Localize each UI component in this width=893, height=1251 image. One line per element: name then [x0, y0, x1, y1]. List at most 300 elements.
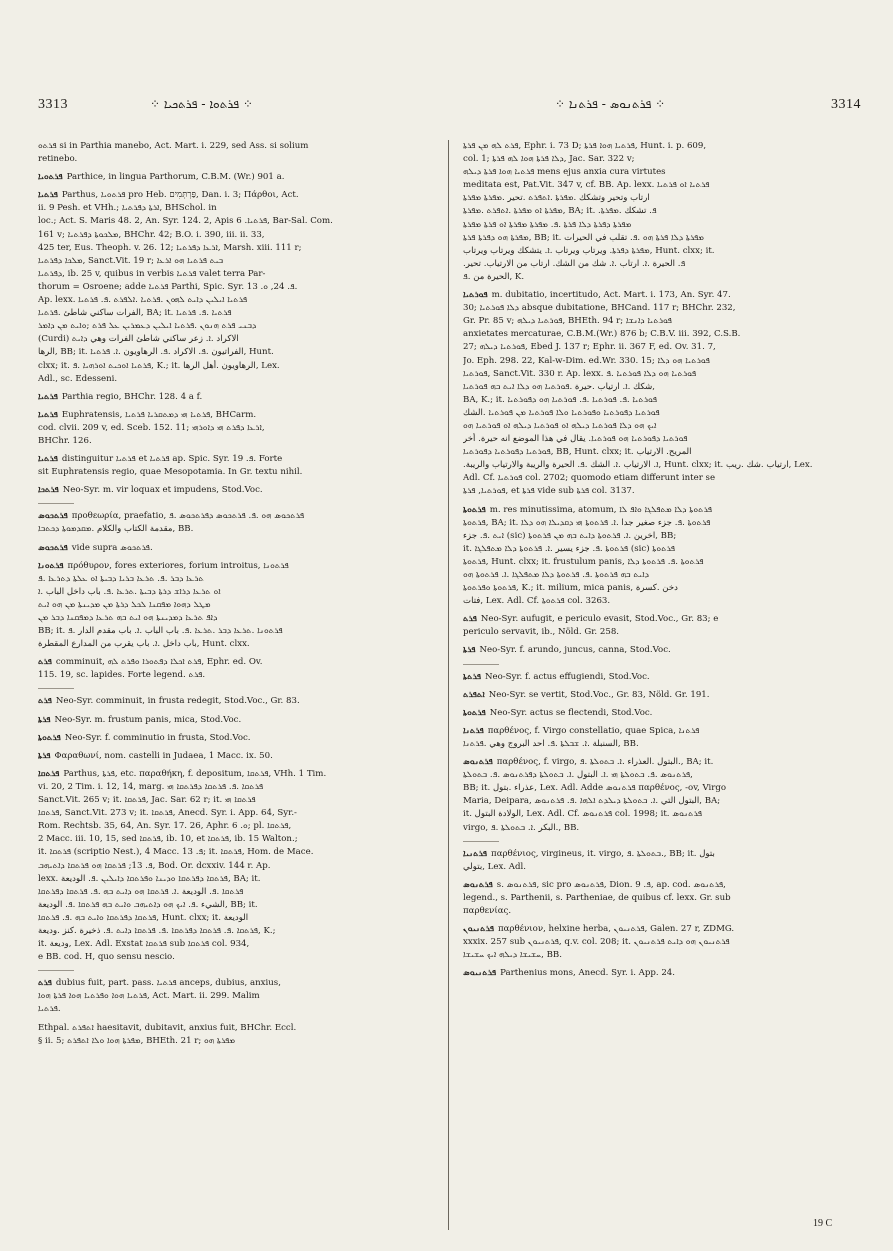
section-separator	[38, 970, 74, 971]
headword: ܦܪܬܩܐ	[38, 768, 60, 779]
entry-text: 2 Macc. iii. 10, 15, sed ܦܪܬܩܐ, ib. 10, et ܦܪܬܩܐ, ib. 15 Walton.;	[38, 834, 298, 845]
entry-line	[463, 892, 855, 905]
dictionary-entry	[38, 1022, 430, 1048]
entry-line	[463, 530, 855, 543]
entry-text: it. الولادة البتول, Lex. Adl. Cf. ܦܪܬܢܘܣ col. 1998; it. ܦܪܬܢܘܣ	[463, 809, 703, 820]
entry-text: ܬܪܥܐ ܕܒܪ .ܦ. ܬܪܥܐ ܒܪܝܐ ܕܒܝܬܐ ܐܘ ܥܠܬܐ ܕܬܪܥܐ .ܦ	[38, 573, 204, 584]
headword: ܦܪܬܢܝܘܣ	[463, 968, 497, 979]
entry-text: ارتاب وتحير وتشكك .ܡܦܪܬܐ .ܐܬܦܪܬ .تحير .ܡܦܪܬܐ ܡܦܪܬܐ	[463, 193, 650, 204]
entry-line	[463, 725, 855, 738]
entry-line	[463, 756, 855, 769]
entry-line	[463, 613, 855, 626]
entry-line	[463, 795, 855, 808]
entry-text: ܚܫܝܫܐ ܕܝܠܗ ܐܝܟ ܚܫܝܫܐ, BB.	[463, 950, 562, 961]
entry-line	[463, 315, 855, 328]
entry-line	[463, 232, 855, 245]
entry-text: προθεωρία, praefatio, ܦܪܬܟܘܣ ܗܘ .ܦ. ܦܪܬܟܘܣ ܕܦܪܬܟܘܣ .ܦ	[71, 511, 305, 522]
entry-line	[463, 355, 855, 368]
entry-text: ܦܪܬܩܐ .ܦ. ܦܪܬܩܐ ܕܦܪܬܩܐ .ܦ. ܦܪܬܩܐ ܕܐܝܬ .ܦ. ذخيرة .كنز .وديعة, K.;	[38, 925, 276, 936]
entry-line	[38, 886, 430, 899]
section-separator	[463, 841, 499, 842]
entry-text: παρθένιος, virgineus, it. virgo, ܒܬܘܠܬܐ .ܦ., BB; it. بتول	[491, 848, 715, 859]
entry-line	[463, 140, 855, 153]
entry-text: ܦܘܪܬܝܐ ܕܦܘܪܬܝܐ ܘܦܘܪܬܝܐ ܘܠܐ ܦܘܪܬܝܐ ܡܢ ܦܘܪܬܝܐ .الشك	[463, 407, 660, 418]
entry-line	[463, 407, 855, 420]
headword: ܦܪܬ	[38, 657, 52, 668]
entry-line	[463, 543, 855, 556]
entry-line	[463, 738, 855, 751]
headword: ܦܪܬ	[38, 978, 52, 989]
entry-line	[38, 750, 430, 763]
entry-text: ܦܘܪܬܝܐ ܕܦܘܪܬܝܐ ܕܦܘܪܬܝܐ, BB, Hunt. clxx; it. المريح. الارتياب	[463, 447, 692, 458]
entry-text: Parthus, ܦܪܬܘܝܐ pro Heb. פַּרְתְּמִים, Dan. i. 3; Πάρθοι, Act.	[61, 190, 299, 201]
entry-line	[463, 808, 855, 821]
entry-text: meditata est, Pat.Vit. 347 v, cf. BB. Ap. lexx. ܦܪܬܝܐ ܐܘ ܦܪܬܝܐ	[463, 180, 710, 191]
dictionary-entry	[463, 140, 855, 284]
entry-text: παρθένος, f. Virgo constellatio, quae Spica, ܦܪܬܢܐ	[487, 725, 700, 736]
entry-text: vide supra ܦܪܬܟܘܣ.	[71, 542, 153, 553]
entry-line	[38, 229, 430, 242]
page-number-right: 3314	[831, 97, 861, 112]
headword: ܦܘܪܬܝܐ	[463, 290, 488, 301]
entry-text: Neo-Syr. m. frustum panis, mica, Stod.Voc.	[54, 714, 242, 725]
entry-line	[38, 860, 430, 873]
entry-text: السنبلة .ܐ. ܫܒܠܬܐ .ܦ. احد البروج وهي .ܦܪܬܢܐ, BB.	[463, 738, 639, 749]
dictionary-entry	[38, 750, 430, 763]
entry-text: Adl. Cf. ܦܘܪܬܝܐ col. 2702; quomodo etiam differunt inter se	[463, 473, 716, 484]
entry-text: باب داخل .ܐ. باب يقرب من المدارع المقطرة, Hunt. clxx.	[38, 639, 250, 650]
dictionary-entry	[38, 484, 430, 497]
entry-text: Neo-Syr. f. arundo, juncus, canna, Stod.Voc.	[479, 645, 671, 656]
entry-text: e BB. cod. H, quo sensu nescio.	[38, 952, 175, 963]
entry-text: Gr. Pr. 85 v; ܦܘܪܬܝܐ ܕܝܠܗ, BHEth. 94 r; ܦܘܪܬܝܐ ܕܐܢܫܐ	[463, 316, 672, 327]
entry-line	[463, 936, 855, 949]
entry-line	[463, 245, 855, 258]
entry-text: Parthia regio, BHChr. 128. 4 a f.	[61, 391, 203, 402]
entry-text: فتات, Lex. Adl. Cf. ܦܪܬܘܬܐ col. 3263.	[463, 596, 611, 607]
entry-text: παρθένιον, helxine herba, ܦܪܬܢܝܘܢ, Galen. 27 r, ZDMG.	[497, 924, 735, 935]
headword: ܦܪܬܢܝܘܢ	[463, 924, 494, 935]
entry-line	[38, 638, 430, 651]
entry-line	[463, 626, 855, 639]
dictionary-entry	[38, 140, 430, 166]
entry-text: Rom. Rechtsb. 35, 64, An. Syr. 17. 26, Aphr. ܘ. 6; pl. ܦܪܬܩܐ,	[38, 821, 292, 832]
entry-line	[463, 848, 855, 861]
dictionary-entry	[38, 560, 430, 652]
entry-text: cod. clvii. 209 v, ed. Sceb. 152. 11; ܐܪܥܐ ܕܦܪܬ ܗܝ ܕܐܘܪܗܝ,	[38, 422, 265, 433]
entry-line	[38, 294, 430, 307]
entry-text: ܦܪܬܢܘܣ .ܦ. ܒܬܘܠܬܐ ܗܝ .ܐ. البتول .ܐ. ܒܬܘܠܬܐ ܕܦܪܬܢܘܣ .ܦ. ܒܬܘܠܬܐ,	[463, 770, 693, 781]
entry-line	[38, 781, 430, 794]
headword: ܦܪܬܐ	[463, 645, 476, 656]
entry-text: ܕܐܝܬ ܒܗ ܦܪܬܘܬܐ .ܦ. ܦܪܬܘܬܐ ܕܠܐ ܡܬܦܠܓܐ .ܐ. ܦܪܬܘܬܐ ܗܘ	[463, 570, 649, 580]
entry-text: clxx; it. ܦܪܬܝܐ ܐܘܟܝܬ ܐܘܪܗܝܐ .ܦ, K.; it. الرهاويون .أهل الرها, Lex.	[38, 360, 280, 371]
entry-line	[38, 422, 430, 435]
entry-line	[463, 179, 855, 192]
entry-text: .ܦ. الحيرة .ܐ. ارتاب .ܐ. شك من الشك. ارتاب من الارتياب. تحير	[463, 258, 686, 269]
headword: ܦܪܬܢܐ	[463, 725, 484, 736]
entry-line	[38, 215, 430, 228]
right-column	[463, 140, 855, 1230]
entry-line	[38, 820, 430, 833]
entry-text: sit Euphratensis regio, quae Mesopotamia. In Gr. textu nihil.	[38, 467, 303, 478]
entry-line	[38, 714, 430, 727]
entry-text: virgo, البكر .ܐ. ܒܬܘܠܬܐ .ܦ., BB.	[463, 822, 580, 833]
headword: ܦܪܬ	[38, 696, 52, 707]
entry-text: Neo-Syr. m. vir loquax et impudens, Stod.Voc.	[62, 485, 263, 496]
entry-line	[463, 769, 855, 782]
entry-line	[38, 794, 430, 807]
entry-text: retinebo.	[38, 154, 78, 165]
entry-text: ܦܪܬܘ si in Parthia manebo, Act. Mart. i. 229, sed Ass. si solium	[38, 141, 309, 151]
headword: ܦܪܬܐ	[38, 750, 51, 761]
entry-line	[463, 433, 855, 446]
dictionary-entry	[38, 714, 430, 727]
entry-line	[463, 595, 855, 608]
entry-line	[463, 472, 855, 485]
entry-text: ܦܪܬܘܬܐ, Hunt. clxx; it. frustulum panis, ܦܪܬܘܬܐ .ܦ. ܦܪܬܘܬܐ ܕܠܐ	[463, 556, 704, 567]
entry-line	[38, 938, 430, 951]
entry-text: Adl., sc. Edesseni.	[38, 373, 118, 384]
entry-text: ܡܛܠ ܕܗܘܐ ܡܦܩܢܐ ܠܟܠ ܕܪܬܐ ܡܢ ܡܕܝܢܬܐ ܡܢ ܗܘ ܐܝܬ	[38, 599, 211, 610]
entry-text: ܦܪܬܘܬܐ ܘܦܪܬܘܬܐ, K.; it. milium, mica panis, دخن .كسرة	[463, 583, 678, 594]
entry-line	[38, 1035, 430, 1048]
entry-line	[463, 302, 855, 315]
dictionary-entry	[38, 695, 430, 708]
headword: ܦܪܬܝܐ	[38, 190, 58, 201]
entry-line	[463, 861, 855, 874]
entry-line	[463, 671, 855, 684]
entry-line	[38, 360, 430, 373]
dictionary-entry	[38, 391, 430, 404]
entry-line	[38, 586, 430, 599]
entry-line	[38, 977, 430, 990]
entry-text: ܦܪܬܩܐ ܕܦܪܬܩܐ ܘܐܝܬ ܒܗ .ܦ. ܦܪܬܩܐ, Hunt. clxx; it. الوديعة	[38, 912, 249, 923]
dictionary-entry	[463, 879, 855, 918]
entry-text: s. ܦܪܬܢܘܣ, sic pro ܦܪܬܢܘܣ, Dion. ܦ. 9, ap. cod. ܦܪܬܢܘܣ,	[496, 879, 726, 890]
entry-line	[38, 346, 430, 359]
entry-line	[463, 517, 855, 530]
entry-text: m. dubitatio, incertitudo, Act. Mart. i. 173, An. Syr. 47.	[491, 290, 731, 301]
entry-line	[38, 281, 430, 294]
headword: ܦܪܬܢܘܣ	[463, 879, 493, 890]
entry-text: ܡܦܪܬܐ ܗܘ ܕܦܪܬܐ ܦܪܬܐ, BB; it. ܡܦܪܬܐ ܕܠܐ ܦܪܬܐ ܗܘ .ܦ. تقلب في الحيرات	[463, 232, 704, 243]
headword: ܦܪܬܟܘܣ	[38, 511, 68, 522]
entry-line	[38, 391, 430, 404]
dictionary-entry	[463, 504, 855, 609]
running-head-right: ⁘ ܦܪܬܢܘܣ - ܦܪܬܢܐ ⁘	[555, 97, 666, 111]
entry-text: comminuit, ܦܪܬ ܐܟܠܐ ܕܦܬܘܪܐ ܘܦܪܬ ܠܗ, Ephr. ed. Ov.	[55, 657, 263, 668]
entry-text: ܦܪܬܘܬܐ, BA; it. ܦܪܬܘܬܐ .ܦ. جزء صغير جدا .ܐ. ܦܪܬܘܬܐ ܗܝ ܕܩܕܝܠܐ ܗܘ ܕܠܐ	[463, 517, 711, 528]
entry-text: الفرات ساكني شاطئ .ܦܪܬܝܐ, BA; it. ܦܪܬܝܐ .ܦ. ܦܪܬܝܐ	[38, 308, 232, 319]
headword: ܦܪܬܐ	[38, 714, 51, 725]
entry-line	[463, 879, 855, 892]
entry-line	[463, 328, 855, 341]
entry-text: anxietates mercaturae, C.B.M.(Wr.) 876 b; C.B.V. iii. 392, C.S.B.	[463, 329, 741, 340]
entry-text: Sanct.Vit. 265 v; it. ܦܪܬܩܐ, Jac. Sar. 62 r; it. ܦܪܬܩܐ ܗܝ	[38, 795, 256, 806]
headword: ܦܪܬܘܢܐ	[38, 560, 64, 571]
entry-text: BHChr. 126.	[38, 435, 92, 446]
entry-text: παρθενίας.	[463, 905, 512, 916]
entry-text: BA, K.; it. ܦܘܪܬܝܐ .ܦ. ܦܘܪܬܝܐ .ܦ. ܦܘܪܬܝܐ ܗܘ ܕܦܘܪܬܝܐ	[463, 394, 657, 405]
entry-text: vi. 20, 2 Tim. i. 12, 14, marg. ܦܪܬܩܐ .ܦ. ܦܪܬܩܐ ܕܦܪܬܩܐ ܗܝ	[38, 781, 264, 792]
entry-line	[38, 656, 430, 669]
headword: ܦܪܬܬܐ	[463, 671, 481, 682]
entry-text: Euphratensis, ܦܪܬܝܐ ܗܝ ܕܡܬܩܪܝܐ ܦܪܬܝܐ, BHCarm.	[61, 409, 257, 420]
dictionary-entry	[463, 289, 855, 499]
headword: ܐܬܦܪܬ	[463, 689, 485, 700]
entry-line	[38, 833, 430, 846]
entry-text: παρθένος, f. virgo, البتول .العذراء .ܐ. ܒܬܘܠܬܐ .ܦ., BA; it.	[496, 757, 714, 768]
headword: ܦܪܬܝܐ	[38, 391, 58, 402]
signature-mark: 19 C	[813, 1218, 833, 1229]
entry-line	[38, 307, 430, 320]
entry-text: dubius fuit, part. pass. ܦܪܬܝܐ anceps, dubius, anxius,	[55, 978, 281, 989]
entry-text: 30; ܕܠܐ ܦܘܪܬܝܐ absque dubitatione, BHCand. 117 r; BHChr. 232,	[463, 303, 736, 314]
entry-line	[38, 612, 430, 625]
dictionary-entry	[38, 732, 430, 745]
entry-line	[463, 569, 855, 582]
headword: ܦܪܬܘܬܐ	[463, 707, 486, 718]
entry-line	[38, 202, 430, 215]
entry-text: Neo-Syr. actus se flectendi, Stod.Voc.	[489, 707, 653, 718]
entry-text: Parthus, ܦܪܬܐ, etc. παραθήκη, f. depositum, ܦܪܬܩܐ, VHh. 1 Tim.	[63, 768, 327, 779]
section-separator	[463, 664, 499, 665]
headword: ܦܪܬܢܝܐ	[463, 848, 488, 859]
dictionary-entry	[38, 542, 430, 555]
headword: ܦܪܬܟܘܣ	[38, 542, 68, 553]
entry-text: m. res minutissima, atomum, ܦܪܬܘܬܐ ܕܠܐ ܡܬܦܠܓܐ ܘܐܦ ܠܐ	[489, 504, 713, 515]
entry-line	[38, 912, 430, 925]
entry-text: ܡܦܪܬܐ ܐܘ ܡܦܪܬܐ .ܐܬܦܪܬ .ܡܦܪܬܐ, BA; it. .ܦ. تشكك .ܡܦܪܬܐ	[463, 206, 657, 217]
left-column	[38, 140, 430, 1230]
entry-line	[38, 453, 430, 466]
dictionary-entry	[38, 656, 430, 682]
entry-line	[463, 271, 855, 284]
entry-line	[463, 205, 855, 218]
entry-text: it. وديعة, Lex. Adl. Exstat ܦܪܬܩܐ sub ܦܪܬܩܐ col. 934,	[38, 939, 250, 950]
entry-text: ܡܦܪܬܐ ܕܦܪܬܐ. ويرتاب ويرتاب .ܐ. يتشكك ويرتاب ويرتاب, Hunt. clxx; it.	[463, 245, 715, 256]
entry-text: الشيء .ܦ. ܐܝܟ ܗܘ ܕܐܬܝܗܒ ܘܐܝܬ ܒܗ ܦܪܬܩܐ .ܦ. الوديعة, BB; it.	[38, 899, 258, 910]
entry-line	[463, 289, 855, 302]
dictionary-entry	[463, 689, 855, 702]
entry-line	[463, 582, 855, 595]
entry-line	[463, 905, 855, 918]
entry-line	[38, 599, 430, 612]
headword: ܦܪܬܘܝܐ	[38, 172, 63, 183]
headword: ܦܪܬܘܬܐ	[463, 504, 486, 515]
entry-line	[38, 189, 430, 202]
entry-text: § ii. 5; ܡܦܪܬܐ ܗܘܐ ܘܠܐ ܐܬܦܪܬ, BHEth. 21 r; ܡܦܪܬܐ ܗܘ	[38, 1035, 236, 1046]
entry-text: ܐܘ ܬܪܥܐ ܕܪܐܫ ܕܪܬܐ ܕܒܝܬܐ .ܬܪܥܐ .ܦ. باب داخل الباب .ܐ	[38, 586, 221, 597]
entry-text: πρόθυρον, fores exteriores, forium introitus, ܦܪܬܘܢܐ	[67, 560, 289, 571]
entry-text: شكك .ܐ. ارتياب .حيرة .ܦܘܪܬܝܐ ܗܘ ܕܠܐ ܐܝܬ ܒܗ ܦܘܪܬܝܐ,	[463, 381, 656, 392]
entry-line	[38, 846, 430, 859]
section-separator	[38, 688, 74, 689]
dictionary-entry	[463, 644, 855, 657]
headword: ܦܪܬܝܐ	[38, 409, 58, 420]
entry-line	[463, 556, 855, 569]
entry-line	[38, 899, 430, 912]
entry-line	[38, 435, 430, 448]
entry-text: 425 ter, Eus. Theoph. v. 26. 12; ܐܪܥܐ ܕܦܪܬܝܐ, Marsh. xiii. 111 r;	[38, 242, 302, 253]
entry-line	[463, 368, 855, 381]
entry-line	[463, 485, 855, 498]
entry-text: legend., s. Parthenii, s. Partheniae, de quibus cf. lexx. Gr. sub	[463, 892, 731, 903]
dictionary-entry	[463, 923, 855, 962]
entry-text: ܐܝܬ .ܦ. جزء (sic) اخرين .ܐ. ܦܪܬܘܬܐ ܕܐܝܬ ܒܗ ܡܢ ܦܪܬܘܬܐ, BB;	[463, 530, 677, 541]
entry-line	[463, 459, 855, 472]
entry-line	[38, 768, 430, 781]
entry-line	[463, 341, 855, 354]
entry-line	[38, 510, 430, 523]
dictionary-entry	[463, 707, 855, 720]
entry-text: xxxix. 257 sub ܦܪܬܢܝܘܢ, q.v. col. 208; it. ܦܪܬܢܝܘܢ ܗܘ ܕܐܝܬ ܦܪܬܢܝܘܢ	[463, 937, 730, 948]
entry-line	[463, 822, 855, 835]
entry-line	[38, 873, 430, 886]
entry-text: 27; ܦܘܪܬܝܐ ܕܝܠܗ, Ebed J. 137 r; Ephr. ii. 367 F, ed. Ov. 31. 7,	[463, 342, 716, 353]
entry-line	[463, 707, 855, 720]
entry-text: ܦܪܬܩܐ .ܦ. الوديعة .ܐ. ܦܪܬܩܐ ܗܘ ܕܐܝܬ ܒܗ .ܦ. ܦܪܬܩܐ ܕܦܪܬܩܐ	[38, 886, 244, 897]
entry-line	[38, 1022, 430, 1035]
entry-text: distinguitur ܦܪܬܝܐ et ܦܪܬܝܐ ap. Spic. Syr. ܦ. 19. Forte	[61, 454, 283, 465]
column-divider	[448, 140, 449, 1230]
entry-text: thorum = Osroene; adde ܦܪܬܝܐ Parthi, Spic. Syr. ܦ. 24, ܘ. 13.	[38, 281, 298, 292]
entry-text: .ܐ. الارتياب .ܐ. الشك .ܦ. الحيرة والريبة والارتياب والريبة, Hunt. clxx; it. ارتياب .شك .ريب, Lex.	[463, 460, 813, 471]
entry-line	[463, 504, 855, 517]
entry-line	[463, 192, 855, 205]
entry-line	[38, 255, 430, 268]
entry-line	[38, 242, 430, 255]
entry-line	[38, 466, 430, 479]
entry-text: periculo servavit, ib., Nöld. Gr. 258.	[463, 627, 620, 638]
entry-line	[38, 807, 430, 820]
entry-text: BB; it. ܦܪܬܘܢܐ .ܬܪܥܐ ܕܒܪ .ܬܪܥܐ .ܦ. باب الباب .ܐ. باب مقدم الدار .ܦ	[38, 626, 283, 637]
entry-text: it. ܦܪܬܩܐ (scriptio Nest.), 4 Macc. ܦ. 13; it. ܦܪܬܩܐ, Hom. de Mace.	[38, 847, 314, 858]
entry-text: Φαραθωνί, nom. castelli in Judaea, 1 Macc. ix. 50.	[54, 750, 273, 761]
entry-text: Neo-Syr. comminuit, in frusta redegit, Stod.Voc., Gr. 83.	[55, 696, 300, 707]
dictionary-entry	[463, 756, 855, 835]
entry-text: الحيرة من .ܦ, K.	[463, 271, 525, 282]
entry-line	[463, 782, 855, 795]
entry-text: ii. 9 Pesh. et VHh.; ܐܪܬܐ ܕܦܪܬܝܐ, BHSchol. in	[38, 203, 217, 214]
headword: ܦܪܬܝܐ	[38, 454, 58, 465]
entry-line	[38, 951, 430, 964]
entry-text: ܦ. 13; ܦܪܬܩܐ ܗܘ ܦܪܬܩܐ ܕܐܬܝܗܒ, Bod. Or. dcxxiv. 144 r. Ap.	[38, 860, 271, 871]
entry-line	[38, 153, 430, 166]
entry-text: Neo-Syr. f. actus effugiendi, Stod.Voc.	[484, 671, 650, 682]
entry-line	[38, 523, 430, 536]
dictionary-entry	[463, 967, 855, 980]
entry-line	[38, 925, 430, 938]
headword: ܦܪܬܢܘܣ	[463, 757, 493, 768]
entry-text: ܕܦܪܬܝܐ, ib. 25 v, quibus in verbis ܦܪܬܝܐ valet terra Par-	[38, 268, 266, 279]
entry-line	[38, 333, 430, 346]
entry-text: ܦܪܬܝܐ.	[38, 1004, 61, 1015]
entry-line	[463, 923, 855, 936]
headword: ܦܪܬܘܬܐ	[38, 732, 61, 743]
entry-line	[463, 644, 855, 657]
entry-text: (Curdi) الاكراد .ܐ. زعر ساكني شاطئ الفرات وهي ܕܐܝܬ	[38, 334, 239, 345]
entry-text: 161 v; ܡܠܟܘܬܐ ܕܦܪܬܝܐ, BHChr. 42; B.O. i. 390, iii. ii. 33,	[38, 229, 265, 240]
entry-text: it. ܦܪܬܘܬܐ .ܦ. جزء يسير .ܐ. ܦܪܬܘܬܐ ܕܠܐ ܡܬܦܠܓܐ (sic) ܦܪܬܘܬܐ	[463, 543, 676, 554]
dictionary-entry	[38, 409, 430, 448]
entry-text: ܦܘܪܬܝܐ, ܦܪܬܐ, et ܦܪܬܐ vide sub ܦܪܬܐ col. 3137.	[463, 486, 635, 497]
entry-text: ܦܘܪܬܝܐ ܕܦܘܪܬܝܐ ܗܘ ܦܘܪܬܝܐ. يقال في هذا الموضع انه حيرة. أخر	[463, 434, 688, 445]
entry-line	[38, 732, 430, 745]
entry-line	[463, 949, 855, 962]
dictionary-entry	[38, 171, 430, 184]
entry-text: col. 1; ܕܠܐ ܦܪܬܐ ܗܘܐ ܠܗ ܦܪܬܐ, Jac. Sar. 322 v;	[463, 154, 635, 165]
dictionary-entry	[38, 768, 430, 964]
dictionary-entry	[38, 510, 430, 536]
headword: ܦܪܬܟܐ	[38, 485, 59, 496]
entry-line	[38, 669, 430, 682]
page-number-left: 3313	[38, 97, 68, 112]
dictionary-entry	[463, 848, 855, 874]
entry-line	[38, 560, 430, 573]
entry-line	[38, 373, 430, 386]
entry-text: ܦܪܬ ܠܗ ܡܢ ܦܪܬܐ, Ephr. i. 73 D; ܦܪܬܝܐ ܗܘܐ ܦܪܬܐ, Hunt. i. p. 609,	[463, 141, 707, 151]
entry-text: loc.; Act. S. Maris 48. 2, An. Syr. 124. 2, Apis ܦܪܬܝܐ. 6, Bar-Sal. Com.	[38, 216, 333, 227]
entry-text: ܡܦܪܬܐ ܕܦܪܬܐ ܕܠܐ ܦܪܬܐ .ܦ. ܡܦܪܬܐ ܡܦܪܬܐ ܐܘ ܦܪܬܐ ܡܦܪܬܐ	[463, 219, 632, 230]
entry-text: ܦܪܬܩܐ, Sanct.Vit. 273 v; it. ܦܪܬܩܐ, Anecd. Syr. i. App. 64, Syr.-	[38, 808, 297, 819]
entry-text: Neo-Syr. se vertit, Stod.Voc., Gr. 83, Nöld. Gr. 191.	[488, 689, 710, 700]
entry-line	[38, 990, 430, 1003]
entry-text: ܕܐܦ ܬܪܥܐ ܕܡܕܝܢܬܐ ܗܘ ܐܝܬ ܒܗ ܬܪܥܐ ܕܡܦܩܢܐ ܕܒܪ ܡܢ	[38, 613, 218, 623]
entry-text: بتولي, Lex. Adl.	[463, 861, 526, 872]
entry-line	[38, 573, 430, 586]
entry-line	[463, 258, 855, 271]
entry-text: Jo. Eph. 298. 22, Kal-w-Dim. ed.Wr. 330. 15; ܦܘܪܬܝܐ ܗܘ ܕܠܐ	[463, 355, 710, 366]
section-separator	[38, 503, 74, 504]
entry-text: ܦܘܪܬܝܐ, Sanct.Vit. 330 r. Ap. lexx. ܦܘܪܬܝܐ ܗܘ ܕܠܐ ܦܘܪܬܝܐ .ܦ	[463, 368, 697, 379]
entry-text: ܕܒܢܝ ܦܪܬ ܗܢܘܢ .ܦܪܬܝܐ ܐܝܠܝܢ ܕܥܡܪܝܢ ܥܠ ܦܪܬ ;ܘܐܝܬ ܡܢ ܕܐܡܪ	[38, 321, 257, 332]
entry-text: Neo-Syr. f. comminutio in frusta, Stod.Voc.	[64, 732, 251, 743]
entry-text: 115. 19, sc. lapides. Forte legend. ܦܪܬ.	[38, 670, 206, 681]
entry-line	[38, 320, 430, 333]
entry-text: Parthenius mons, Anecd. Syr. i. App. 24.	[500, 968, 675, 979]
entry-line	[38, 625, 430, 638]
entry-text: BB; it. عذراء .بتول, Lex. Adl. Adde ܦܪܬܢܘܣ παρθένος, -ov, Virgo	[463, 783, 727, 794]
entry-text: Parthice, in lingua Parthorum, C.B.M. (Wr.) 901 a.	[66, 172, 285, 183]
entry-text: ܡܠܟܐ ܕܦܪܬܝܐ, Sanct.Vit. 19 r; ܒܝܬ ܦܪܬܝܐ ܗܘ ܐܪܥܐ	[38, 255, 224, 266]
dictionary-entry	[463, 725, 855, 751]
entry-line	[463, 420, 855, 433]
entry-line	[463, 166, 855, 179]
entry-text: ܐܝܟ ܗܘ ܕܠܐ ܦܘܪܬܝܐ ܕܝܠܗ ܐܘ ܦܘܪܬܝܐ ܕܝܠܗ ܐܘ ܦܘܪܬܝܐ ܗܘ	[463, 420, 657, 431]
entry-text: Ethpal. ܐܬܦܪܬ haesitavit, dubitavit, anxius fuit, BHChr. Eccl.	[38, 1022, 297, 1033]
entry-text: lexx. ܦܪܬܩܐ ܕܦܪܬܩܐ ܘܕܝܢܐ ܘܦܪܬܩܐ ܕܐܝܠܝܢ .ܦ. الوديعة, BA; it.	[38, 873, 261, 884]
entry-line	[38, 1003, 430, 1016]
entry-line	[463, 381, 855, 394]
running-head-left: ⁘ ܦܪܬܘܐ - ܦܪܬܟܝܐ ⁘	[150, 97, 253, 111]
dictionary-entry	[38, 189, 430, 385]
page-header	[0, 97, 893, 119]
dictionary-entry	[463, 671, 855, 684]
dictionary-entry	[38, 977, 430, 1016]
entry-line	[38, 542, 430, 555]
entry-text: ܦܪܬܝܐ ܗܘܐ ܦܪܬܐ ܕܝܠܗ mens ejus anxia cura virtutes	[463, 167, 666, 178]
entry-text: الرها, BB; it. الفراتيون .ܦ. الاكراد .ܦ. الرهاويون .ܐ. ܦܪܬܝܐ, Hunt.	[38, 347, 274, 358]
entry-line	[38, 484, 430, 497]
entry-line	[463, 967, 855, 980]
entry-line	[38, 171, 430, 184]
entry-line	[463, 153, 855, 166]
entry-text: Neo-Syr. aufugit, e periculo evasit, Stod.Voc., Gr. 83; e	[480, 614, 719, 625]
entry-line	[463, 689, 855, 702]
entry-line	[38, 695, 430, 708]
